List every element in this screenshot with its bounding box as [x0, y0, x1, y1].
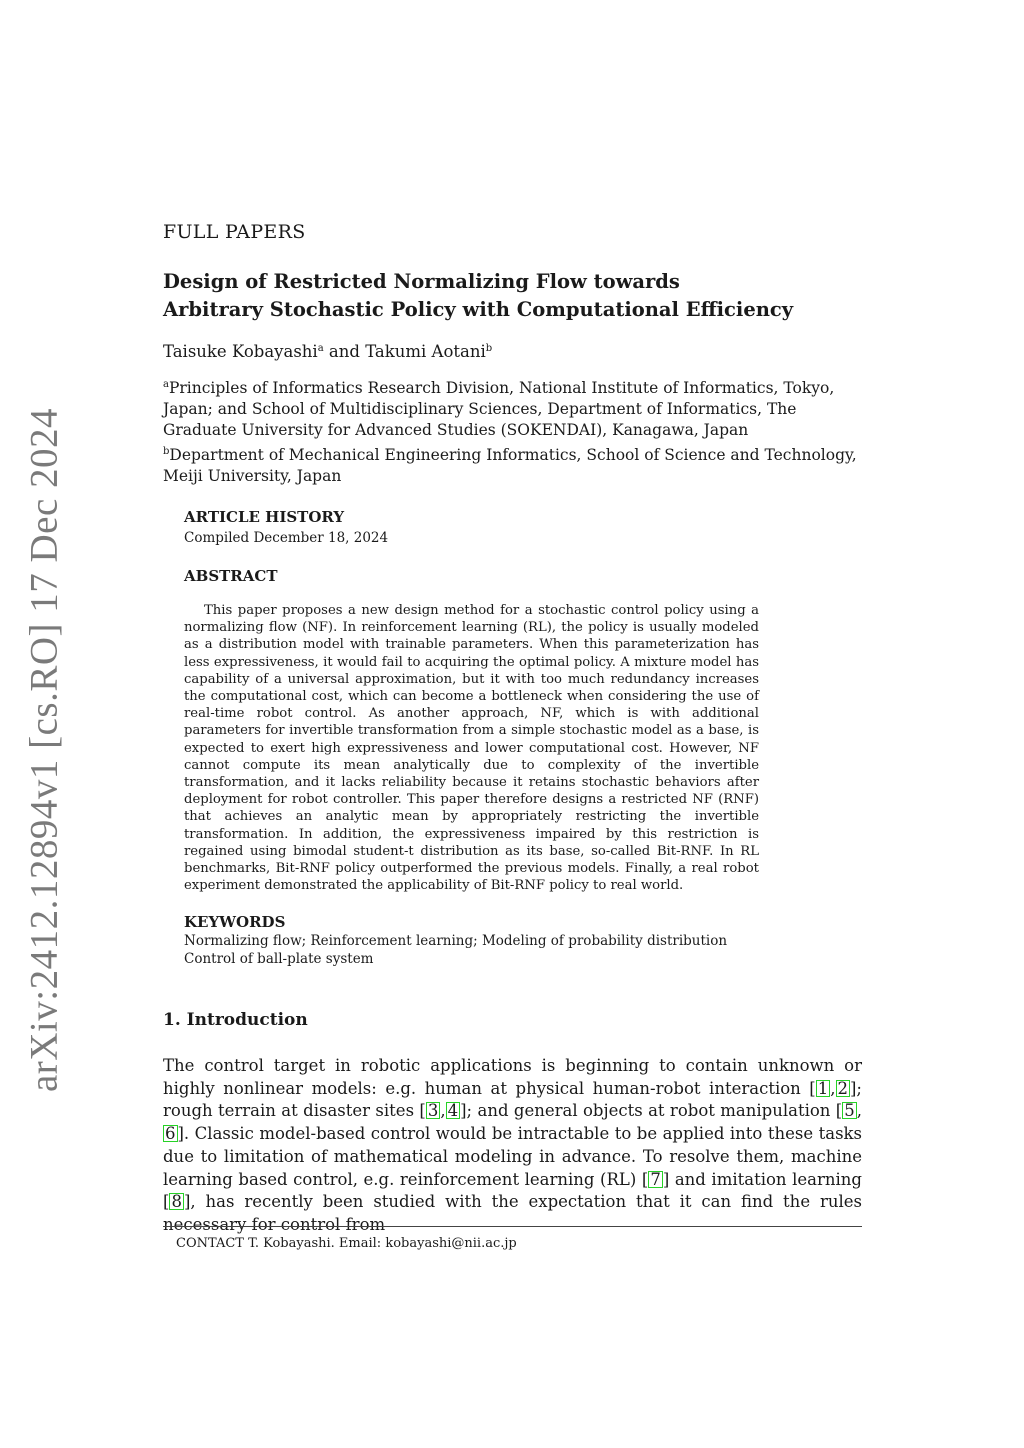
citation-link-8[interactable]: 8 [171, 1192, 182, 1212]
author-1-affil-mark: a [317, 343, 324, 354]
author-list [163, 342, 862, 361]
intro-text-4: ]. Classic model-based control would be intractable to be applied into these tasks due to limitation of mathematical modeling in advance. To resolve them, machine learning based control, e.g. reinforcement learning (RL) [ [163, 1124, 862, 1189]
affiliation-b [163, 441, 862, 487]
keywords-list [184, 933, 759, 968]
introduction-paragraph: The control target in robotic applications is beginning to contain unknown or highly nonlinear models: e.g. human at physical human-robot interaction [ 1 , 2 ]; rough terrain at disaster sites [ 3 , 4 ]; and general objects at robot manipulation [ 5 ,6 ]. Classic model-based control would be intractable to be applied into these tasks due to limitation of mathematical modeling in advance. To resolve them, machine learning based control, e.g. reinforcement learning (RL) [ 7 ] and imitation learning [ 8 ], has recently been studied with the expectation that it can find the rules necessary for control from [163, 1056, 862, 1234]
affiliation-a-mark: a [163, 379, 169, 390]
citation-link-1[interactable]: 1 [817, 1078, 829, 1098]
intro-text-6: ], has recently been studied with the expectation that it can find the rules necessary for control from [163, 1192, 862, 1234]
affiliations [163, 374, 862, 487]
compiled-date: Compiled December 18, 2024 [184, 530, 389, 546]
author-2-affil-mark: b [485, 343, 493, 354]
affiliation-b-text: Department of Mechanical Engineering Informatics, School of Science and Technology, Meiji University, Japan [163, 446, 857, 485]
section-label: FULL PAPERS [163, 221, 306, 243]
article-history-heading: ARTICLE HISTORY [184, 508, 345, 526]
author-2: Takumi Aotani [365, 342, 486, 361]
footnote-rule [163, 1226, 862, 1227]
section-heading-introduction: 1. Introduction [163, 1010, 308, 1030]
paper-title [163, 268, 862, 324]
author-connector: and [323, 342, 366, 361]
affiliation-a-text: Principles of Informatics Research Division, National Institute of Informatics, Tokyo, Japan; and School of Multidisciplinary Sciences, Department of Informatics, The Graduate University for Advanced Studies (SOKENDAI), Kanagawa, Japan [163, 379, 835, 439]
arxiv-identifier: arXiv:2412.12894v1 [cs.RO] 17 Dec 2024 [22, 407, 66, 1093]
abstract-text: This paper proposes a new design method for a stochastic control policy using a normalizing flow (NF). In reinforcement learning (RL), the policy is usually modeled as a distribution model with trainable parameters. When this parameterization has less expressiveness, it would fail to acquiring the optimal policy. A mixture model has capability of a universal approximation, but it with too much redundancy increases the computational cost, which can become a bottleneck when considering the use of real-time robot control. As another approach, NF, which is with additional parameters for invertible transformation from a simple stochastic model as a base, is expected to exert high expressiveness and lower computational cost. However, NF cannot compute its mean analytically due to complexity of the invertible transformation, and it lacks reliability because it retains stochastic behaviors after deployment for robot controller. This paper therefore designs a restricted NF (RNF) that achieves an analytic mean by appropriately restricting the invertible transformation. In addition, the expressiveness impaired by this restriction is regained using bimodal student-t distribution as its base, so-called Bit-RNF. In RL benchmarks, Bit-RNF policy outperformed the previous models. Finally, a real robot experiment demonstrated the applicability of Bit-RNF policy to real world. [184, 603, 759, 894]
keywords-line-2: Control of ball-plate system [184, 950, 374, 967]
author-1: Taisuke Kobayashi [163, 342, 318, 361]
citation-link-3[interactable]: 3 [427, 1101, 439, 1121]
citation-link-4[interactable]: 4 [447, 1101, 459, 1121]
citation-link-7[interactable]: 7 [650, 1169, 661, 1189]
citation-link-2[interactable]: 2 [837, 1078, 848, 1098]
intro-text-3: ]; and general objects at robot manipulation [ [460, 1101, 843, 1121]
keywords-heading: KEYWORDS [184, 913, 286, 931]
citation-link-5[interactable]: 5 [844, 1101, 855, 1121]
keywords-line-1: Normalizing flow; Reinforcement learning; Modeling of probability distribution [184, 933, 728, 949]
intro-text-1: The control target in robotic applications is beginning to contain unknown or highly nonlinear models: e.g. human at physical human-robot interaction [ [163, 1056, 862, 1098]
affiliation-b-mark: b [163, 446, 170, 457]
affiliation-a [163, 374, 862, 441]
intro-text-5: ] and imitation learning [ [163, 1169, 862, 1212]
title-line-1: Design of Restricted Normalizing Flow towards [163, 270, 680, 293]
title-line-2: Arbitrary Stochastic Policy with Computational Efficiency [163, 298, 794, 321]
citation-link-6[interactable]: 6 [165, 1124, 176, 1144]
abstract-heading: ABSTRACT [184, 567, 278, 585]
contact-footnote: CONTACT T. Kobayashi. Email: kobayashi@nii.ac.jp [176, 1236, 517, 1251]
intro-text-2: ]; rough terrain at disaster sites [ [163, 1078, 862, 1121]
